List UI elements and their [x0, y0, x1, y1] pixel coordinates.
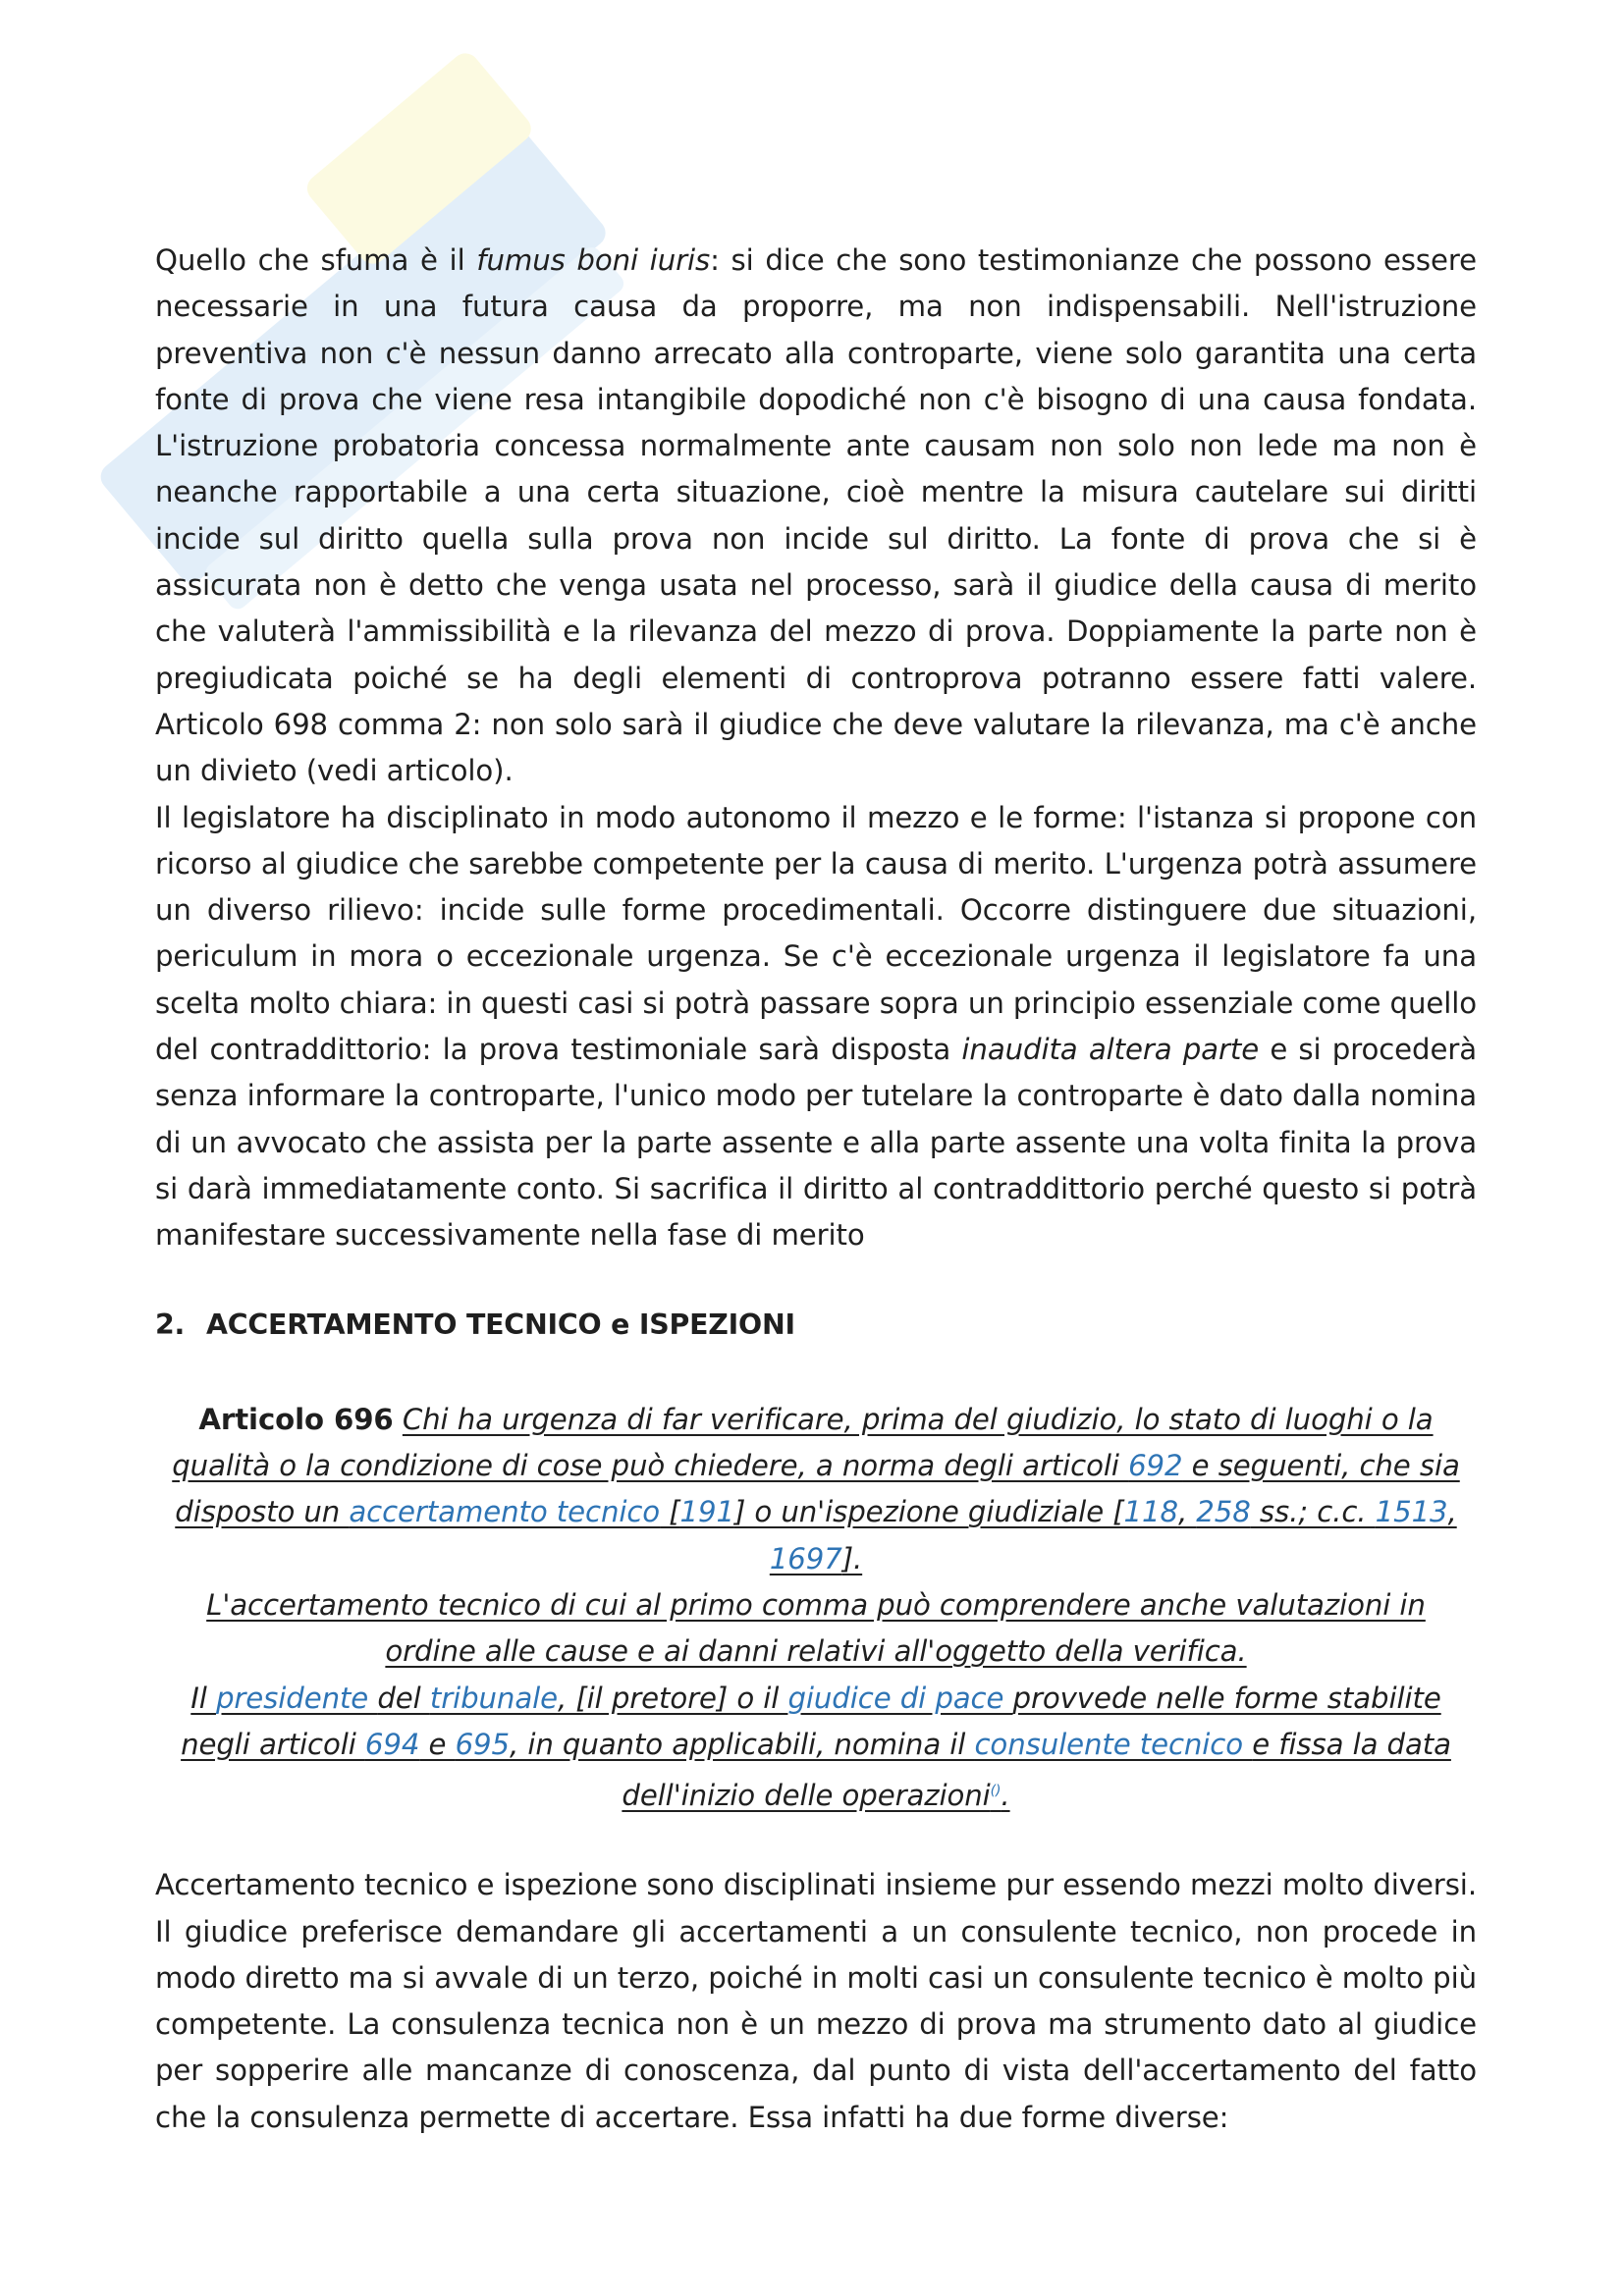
link-presidente[interactable]: presidente	[215, 1681, 378, 1715]
link-tribunale[interactable]: tribunale	[429, 1681, 558, 1715]
article-title: Articolo 696	[198, 1402, 394, 1436]
link-cc-1513[interactable]: 1513	[1375, 1495, 1448, 1529]
paragraph-legislatore: Il legislatore ha disciplinato in modo autonomo il mezzo e le forme: l'istanza si propone con ricorso al giudice che sarebbe competente per la causa di merito. L'urgenza potrà assumere un diverso rilievo: incide sulle forme procedimentali. Occorre distinguere due situazioni, periculum in mora o eccezionale urgenza. Se c'è eccezionale urgenza il legislatore fa una scelta molto chiara: in questi casi si potrà passare sopra un principio essenziale come quello del contraddittorio: la prova testimoniale sarà disposta inaudita altera parte e si procederà senza informare la controparte, l'unico modo per tutelare la controparte è dato dalla nomina di un avvocato che assista per la parte assente e alla parte assente una volta finita la prova si darà immediatamente conto. Si sacrifica il diritto al contraddittorio perché questo si potrà manifestare successivamente nella fase di merito	[155, 800, 1478, 1253]
article-696-quote	[155, 1397, 1477, 1819]
article-comma-2: L'accertamento tecnico di cui al primo comma può comprendere anche valutazioni in ordine alle cause e ai danni relativi all'oggetto della verifica.	[206, 1588, 1426, 1669]
link-giudice-di-pace[interactable]: giudice di pace	[787, 1681, 1013, 1715]
link-art-191[interactable]: 191	[679, 1495, 734, 1529]
footnote-marker[interactable]: ()	[990, 1783, 1001, 1799]
article-comma-3: Il presidente del tribunale, [il pretore] o il giudice di pace provvede nelle forme stabilite negli articoli 694 e 695, in quanto applicabili, nomina il consulente tecnico e fissa la data dell'inizio delle operazioni().	[181, 1681, 1451, 1812]
link-cc-1697[interactable]: 1697	[769, 1541, 842, 1575]
link-art-692[interactable]: 692	[1128, 1449, 1183, 1483]
document-page	[155, 238, 1477, 2141]
link-art-695[interactable]: 695	[455, 1727, 510, 1761]
section-title: ACCERTAMENTO TECNICO e ISPEZIONI	[206, 1308, 795, 1341]
article-comma-1: Articolo 696 Chi ha urgenza di far verificare, prima del giudizio, lo stato di luoghi o la qualità o la condizione di cose può chiedere, a norma degli articoli 692 e seguenti, che sia disposto un accertamento tecnico [191] o un'ispezione giudiziale [118, 258 ss.; c.c. 1513, 1697].	[172, 1402, 1460, 1575]
link-art-694[interactable]: 694	[364, 1727, 420, 1761]
section-number: 2.	[155, 1308, 186, 1341]
paragraph-accertamento: Accertamento tecnico e ispezione sono disciplinati insieme pur essendo mezzi molto diversi. Il giudice preferisce demandare gli accertamenti a un consulente tecnico, non procede in modo diretto ma si avvale di un terzo, poiché in molti casi un consulente tecnico è molto più competente. La consulenza tecnica non è un mezzo di prova ma strumento dato al giudice per sopperire alle mancanze di conoscenza, dal punto di vista dell'accertamento del fatto che la consulenza permette di accertare. Essa infatti ha due forme diverse:	[155, 1868, 1477, 2134]
link-art-118[interactable]: 118	[1123, 1495, 1178, 1529]
link-consulente-tecnico[interactable]: consulente tecnico	[974, 1727, 1253, 1761]
section-heading	[155, 1302, 1477, 1348]
link-art-258[interactable]: 258	[1196, 1495, 1251, 1529]
link-accertamento-tecnico[interactable]: accertamento tecnico	[349, 1495, 661, 1529]
paragraph-fumus-boni-iuris: Quello che sfuma è il fumus boni iuris: si dice che sono testimonianze che possono essere necessarie in una futura causa da proporre, ma non indispensabili. Nell'istruzione preventiva non c'è nessun danno arrecato alla controparte, viene solo garantita una certa fonte di prova che viene resa intangibile dopodiché non c'è bisogno di una causa fondata. L'istruzione probatoria concessa normalmente ante causam non solo non lede ma non è neanche rapportabile a una certa situazione, cioè mentre la misura cautelare sui diritti incide sul diritto quella sulla prova non incide sul diritto. La fonte di prova che si è assicurata non è detto che venga usata nel processo, sarà il giudice della causa di merito che valuterà l'ammissibilità e la rilevanza del mezzo di prova. Doppiamente la parte non è pregiudicata poiché se ha degli elementi di controprova potranno essere fatti valere. Articolo 698 comma 2: non solo sarà il giudice che deve valutare la rilevanza, ma c'è anche un divieto (vedi articolo).	[155, 243, 1477, 788]
